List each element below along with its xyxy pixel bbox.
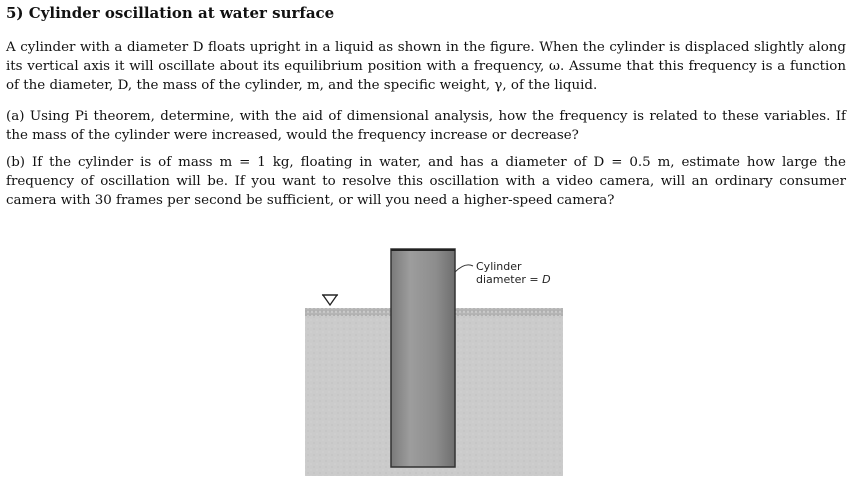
diameter-leader-line [455,265,473,272]
free-surface-symbol [323,295,337,305]
cylinder-figure [295,238,575,478]
problem-title: 5) Cylinder oscillation at water surface [6,4,335,22]
diameter-label-prefix: diameter = [476,273,543,286]
cylinder-label-text: Cylinder [476,260,522,273]
cylinder-body [391,249,455,467]
cylinder-label-line2 [476,273,551,286]
problem-part-a: (a) Using Pi theorem, determine, with the aid of dimensional analysis, how the frequency is related to these variables. If the mass of the cylinder were increased, would the frequency increase or decrease? [6,109,846,143]
problem-part-b: (b) If the cylinder is of mass m = 1 kg, floating in water, and has a diameter of D = 0.5 m, estimate how large the frequency of oscillation will be. If you want to resolve this oscillation with a video camera, will an ordinary consumer camera with 30 frames per second be sufficient, or will you need a higher-speed camera? [6,155,846,208]
problem-intro: A cylinder with a diameter D floats upright in a liquid as shown in the figure. When the cylinder is displaced slightly along its vertical axis it will oscillate about its equilibrium position with a frequency, ω. Assume that this frequency is a function of the diameter, D, the mass of the cylinder, m, and the specific weight, γ, of the liquid. [6,40,846,93]
diameter-label-var: D [542,273,551,286]
cylinder-label-line1 [476,260,522,273]
